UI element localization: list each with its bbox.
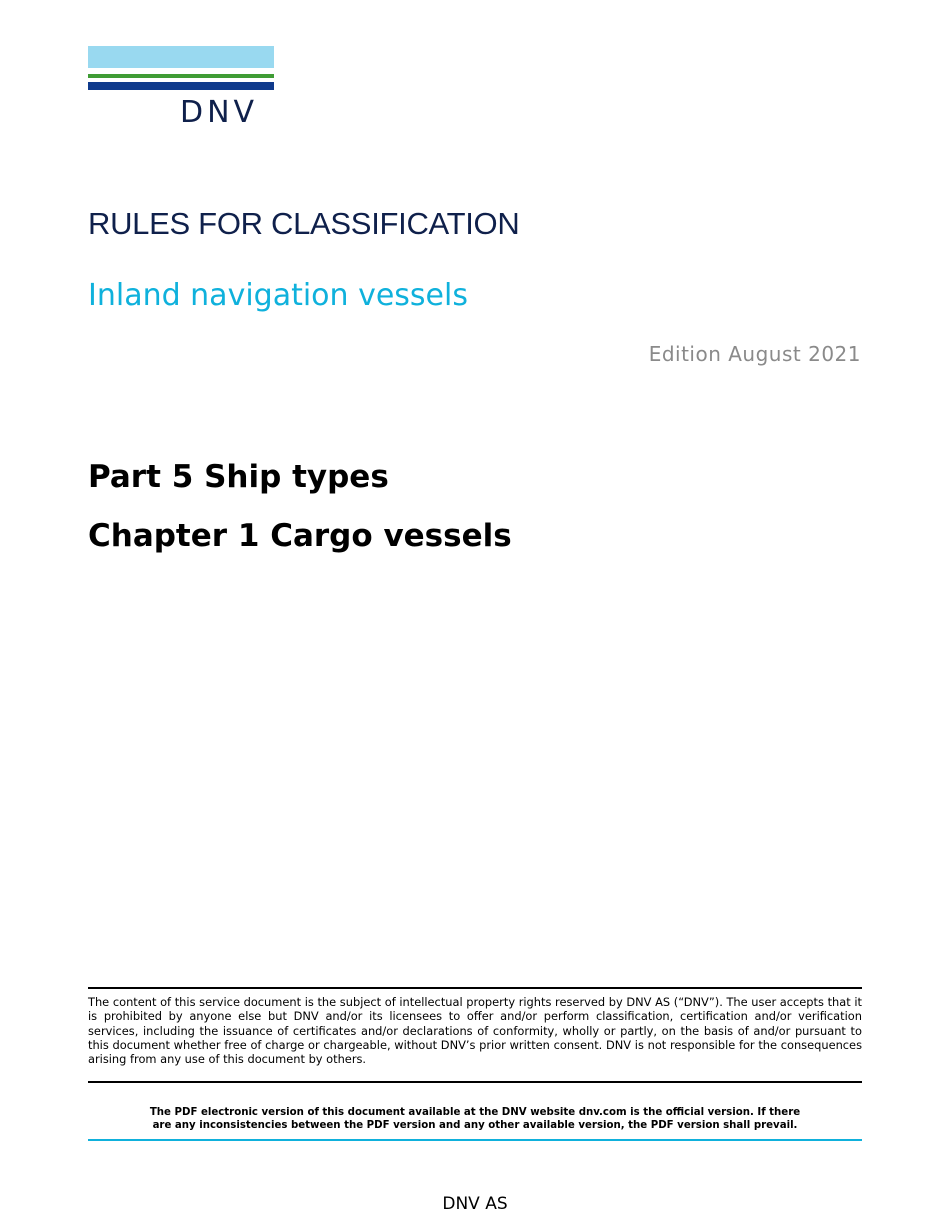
logo-navy-band — [88, 82, 274, 90]
document-series-heading: RULES FOR CLASSIFICATION — [88, 206, 520, 241]
divider-middle — [88, 1081, 862, 1083]
edition-date: Edition August 2021 — [648, 342, 861, 366]
document-title: Inland navigation vessels — [88, 278, 468, 313]
pdf-official-version-note — [88, 1106, 862, 1132]
pdf-note-line-2: are any inconsistencies between the PDF version and any other available version, the PDF version shall prevail. — [152, 1120, 798, 1131]
part-heading: Part 5 Ship types — [88, 459, 389, 495]
logo-light-blue-band — [88, 46, 274, 68]
publisher-name: DNV AS — [442, 1194, 508, 1214]
logo-wordmark: DNV — [180, 95, 259, 130]
dnv-logo — [88, 46, 274, 128]
pdf-note-line-1: The PDF electronic version of this document available at the DNV website dnv.com is the official version. If there — [149, 1107, 801, 1118]
chapter-heading: Chapter 1 Cargo vessels — [88, 518, 512, 554]
divider-bottom — [88, 1139, 862, 1141]
divider-top — [88, 987, 862, 989]
logo-green-line — [88, 74, 274, 78]
copyright-disclaimer: The content of this service document is the subject of intellectual property rights reserved by DNV AS (“DNV”). The user accepts that it is prohibited by anyone else but DNV and/or its licensees to offer and/or perform classification, certification and/or verification services, including the issuance of certificates and/or declarations of conformity, wholly or partly, on the basis of and/or pursuant to this document whether free of charge or chargeable, without DNV’s prior written consent. DNV is not responsible for the consequences arising from any use of this document by others. — [88, 995, 862, 1067]
